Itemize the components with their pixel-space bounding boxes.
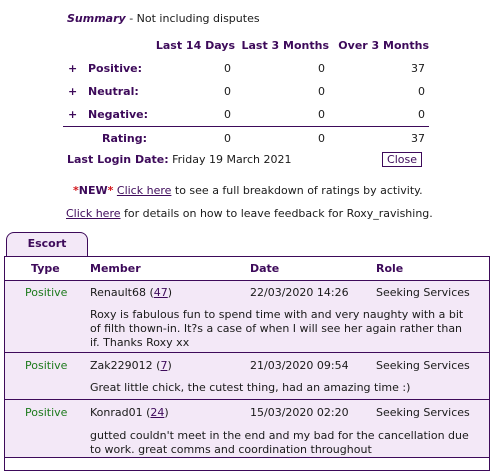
tab-escort[interactable]: Escort (6, 232, 88, 257)
expand-positive-icon[interactable]: + (68, 62, 78, 75)
member-feedback-count-link[interactable]: 7 (160, 359, 168, 372)
summary-title (67, 12, 260, 25)
negative-label: Negative: (88, 108, 149, 121)
new-star-left: * (73, 184, 79, 197)
feedback-row (5, 400, 489, 457)
feedback-date: 15/03/2020 02:20 (250, 406, 349, 419)
negative-14-days: 0 (224, 108, 231, 121)
summary-row-positive (63, 57, 429, 80)
feedback-comment: Roxy is fabulous fun to spend time with and very naughty with a bit of filth thown-in. It?s a case of when I will see her again rather than if. Thanks Roxy xx (90, 308, 464, 349)
breakdown-link[interactable]: Click here (116, 184, 172, 197)
positive-over-3-months: 37 (411, 62, 425, 75)
summary-row-neutral (63, 80, 429, 103)
positive-label: Positive: (88, 62, 142, 75)
last-login-value: Friday 19 March 2021 (172, 153, 292, 166)
feedback-date: 22/03/2020 14:26 (250, 286, 349, 299)
neutral-over-3-months: 0 (418, 85, 425, 98)
feedback-row (5, 281, 489, 352)
last-login-label: Last Login Date: (67, 153, 169, 166)
new-star-right: * (107, 184, 114, 197)
member-name: Konrad01 (90, 406, 143, 419)
neutral-label: Neutral: (88, 85, 139, 98)
positive-3-months: 0 (318, 62, 325, 75)
feedback-type: Positive (25, 406, 68, 419)
feedback-comment: gutted couldn't meet in the end and my bad for the cancellation due to work. great comms and coordination throughout (90, 429, 469, 456)
negative-over-3-months: 0 (418, 108, 425, 121)
summary-heading: Summary (67, 12, 126, 25)
header-last-3-months: Last 3 Months (241, 39, 329, 52)
feedback-role: Seeking Services (376, 359, 470, 372)
feedback-help-link[interactable]: Click here (66, 207, 121, 220)
feedback-type: Positive (25, 359, 68, 372)
rating-14-days: 0 (153, 127, 235, 151)
feedback-member: Renault68 (47) (90, 286, 173, 299)
summary-row-negative (63, 103, 429, 127)
member-name: Renault68 (90, 286, 146, 299)
close-button[interactable]: Close (382, 152, 422, 167)
column-date: Date (250, 262, 280, 275)
feedback-help-text: for details on how to leave feedback for Roxy_ravishing. (124, 207, 433, 220)
expand-negative-icon[interactable]: + (68, 108, 78, 121)
column-type: Type (31, 262, 60, 275)
rating-over-3-months: 37 (329, 127, 429, 151)
member-feedback-count-link[interactable]: 24 (150, 406, 165, 419)
expand-neutral-icon[interactable]: + (68, 85, 78, 98)
new-breakdown-notice (73, 184, 423, 197)
member-feedback-count-link[interactable]: 47 (153, 286, 168, 299)
feedback-comment: Great little chick, the cutest thing, had an amazing time :) (90, 381, 411, 394)
feedback-row (5, 353, 489, 399)
column-role: Role (376, 262, 404, 275)
row-divider (5, 457, 489, 458)
neutral-3-months: 0 (318, 85, 325, 98)
column-member: Member (90, 262, 141, 275)
feedback-role: Seeking Services (376, 406, 470, 419)
feedback-date: 21/03/2020 09:54 (250, 359, 349, 372)
member-name: Zak229012 (90, 359, 153, 372)
summary-row-rating (63, 127, 429, 151)
header-over-3-months: Over 3 Months (338, 39, 429, 52)
summary-subtitle: - Not including disputes (129, 12, 260, 25)
last-login (67, 153, 291, 166)
positive-14-days: 0 (224, 62, 231, 75)
neutral-14-days: 0 (224, 85, 231, 98)
feedback-role: Seeking Services (376, 286, 470, 299)
header-last-14-days: Last 14 Days (155, 39, 235, 52)
negative-3-months: 0 (318, 108, 325, 121)
ratings-summary-table (63, 34, 429, 150)
feedback-type: Positive (25, 286, 68, 299)
feedback-help-notice (66, 207, 433, 220)
breakdown-text: to see a full breakdown of ratings by activity. (174, 184, 423, 197)
feedback-member: Konrad01 (24) (90, 406, 169, 419)
feedback-member: Zak229012 (7) (90, 359, 172, 372)
rating-3-months: 0 (235, 127, 329, 151)
rating-label: Rating: (101, 132, 147, 145)
new-badge: NEW (78, 184, 108, 197)
